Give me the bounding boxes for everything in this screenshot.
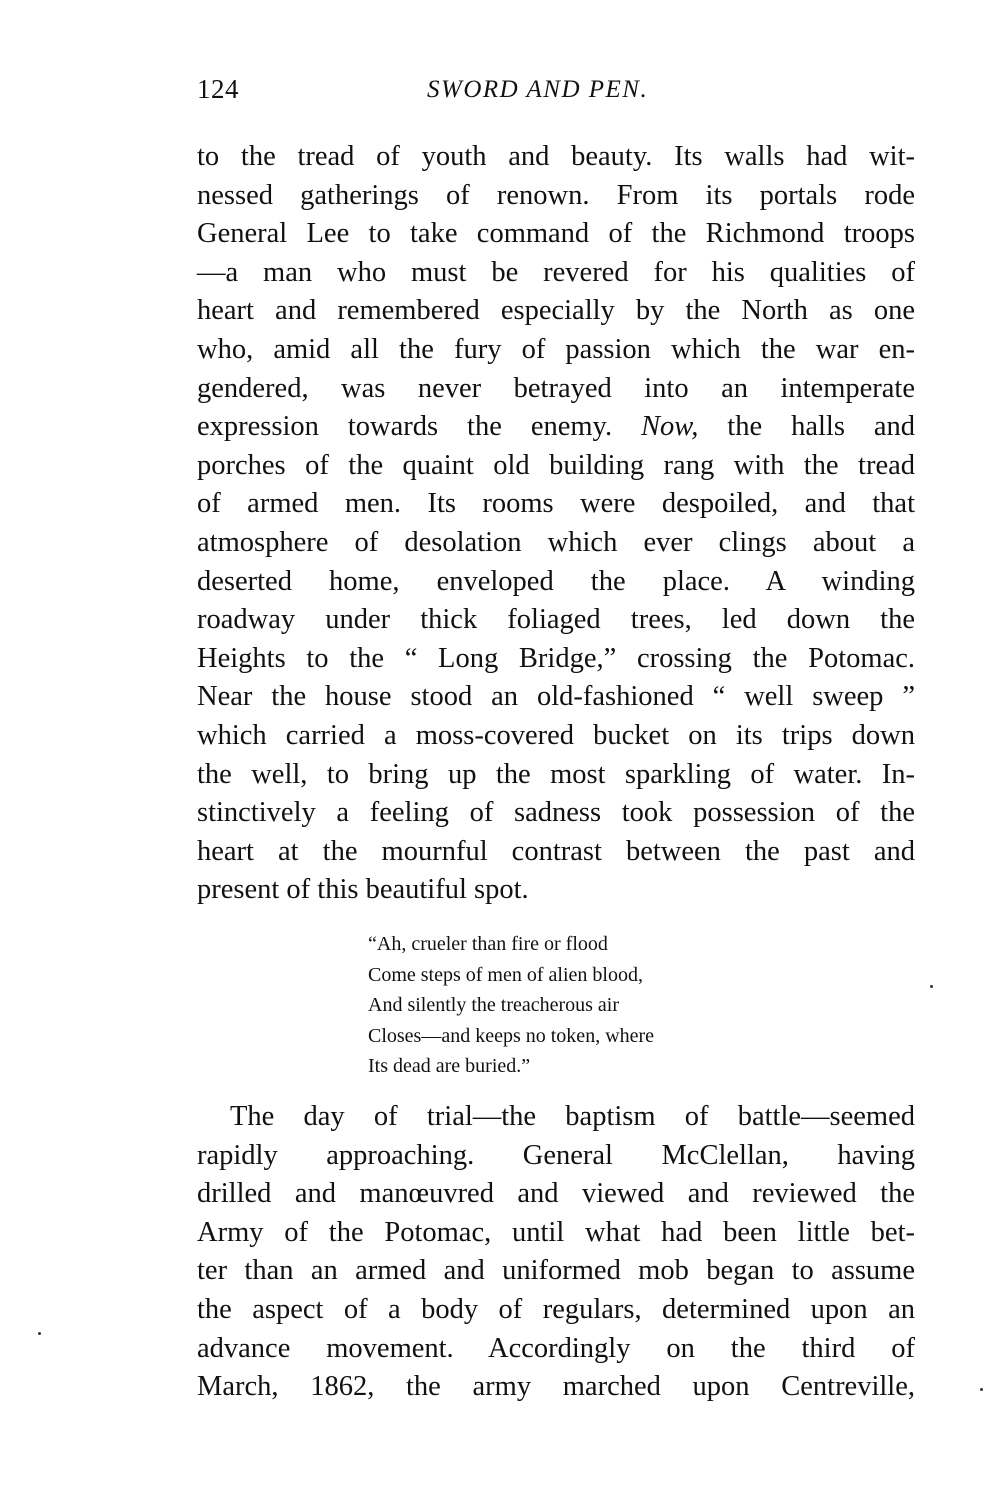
text-line: atmosphere of desolation which ever clings about a bbox=[197, 526, 915, 558]
verse-line: Come steps of men of alien blood, bbox=[368, 963, 643, 986]
paragraph-2 bbox=[197, 1098, 915, 1407]
verse-line: Closes—and keeps no token, where bbox=[368, 1024, 655, 1047]
text-line-mixed bbox=[197, 408, 915, 447]
text-line: to the tread of youth and beauty. Its walls had wit- bbox=[197, 141, 915, 172]
text-line: Army of the Potomac, until what had been little bet- bbox=[197, 1216, 915, 1248]
text-line: heart and remembered especially by the North as one bbox=[197, 295, 915, 327]
text-line: General Lee to take command of the Richmond troops bbox=[197, 218, 915, 250]
text-line: rapidly approaching. General McClellan, having bbox=[197, 1139, 915, 1171]
verse-quotation bbox=[368, 929, 788, 1082]
text-line: advance movement. Accordingly on the third of bbox=[197, 1332, 915, 1364]
running-head bbox=[197, 74, 915, 114]
text-line: roadway under thick foliaged trees, led down the bbox=[197, 604, 915, 636]
text-segment: the halls and bbox=[727, 411, 916, 443]
text-line: the well, to bring up the most sparkling of water. In- bbox=[197, 758, 915, 790]
ink-speck bbox=[980, 1388, 983, 1391]
verse-line: And silently the treacherous air bbox=[368, 994, 620, 1016]
text-line: gendered, was never betrayed into an intemperate bbox=[197, 372, 915, 404]
ink-speck bbox=[38, 1332, 41, 1335]
text-line: March, 1862, the army marched upon Centreville, bbox=[197, 1371, 915, 1403]
text-line: deserted home, enveloped the place. A winding bbox=[197, 565, 915, 597]
text-line: ter than an armed and uniformed mob began to assume bbox=[197, 1255, 915, 1287]
text-line: heart at the mournful contrast between the past and bbox=[197, 835, 915, 867]
text-line: drilled and manœuvred and viewed and reviewed the bbox=[197, 1178, 915, 1210]
paragraph-1 bbox=[197, 138, 915, 910]
ink-speck bbox=[930, 985, 933, 988]
text-line: the aspect of a body of regulars, determined upon an bbox=[197, 1293, 915, 1325]
verse-line: “Ah, crueler than fire or flood bbox=[368, 933, 608, 955]
text-line: which carried a moss-covered bucket on its trips down bbox=[197, 719, 915, 751]
italic-word: Now, bbox=[641, 411, 699, 443]
text-line: present of this beautiful spot. bbox=[197, 874, 529, 906]
text-line: porches of the quaint old building rang with the tread bbox=[197, 449, 915, 481]
text-line: Heights to the “ Long Bridge,” crossing the Potomac. bbox=[197, 642, 915, 674]
running-title: SWORD AND PEN. bbox=[427, 76, 649, 103]
verse-line: Its dead are buried.” bbox=[368, 1055, 531, 1077]
text-line: stinctively a feeling of sadness took possession of the bbox=[197, 797, 915, 829]
text-line: who, amid all the fury of passion which the war en- bbox=[197, 333, 915, 365]
text-line: The day of trial—the baptism of battle—seemed bbox=[230, 1101, 915, 1132]
text-line: Near the house stood an old-fashioned “ well sweep ” bbox=[197, 681, 915, 713]
text-line: —a man who must be revered for his qualities of bbox=[197, 256, 915, 288]
text-line: nessed gatherings of renown. From its portals rode bbox=[197, 179, 915, 211]
text-segment: expression towards the enemy. bbox=[197, 411, 613, 443]
text-line: of armed men. Its rooms were despoiled, and that bbox=[197, 488, 915, 520]
page-number: 124 bbox=[197, 74, 239, 104]
